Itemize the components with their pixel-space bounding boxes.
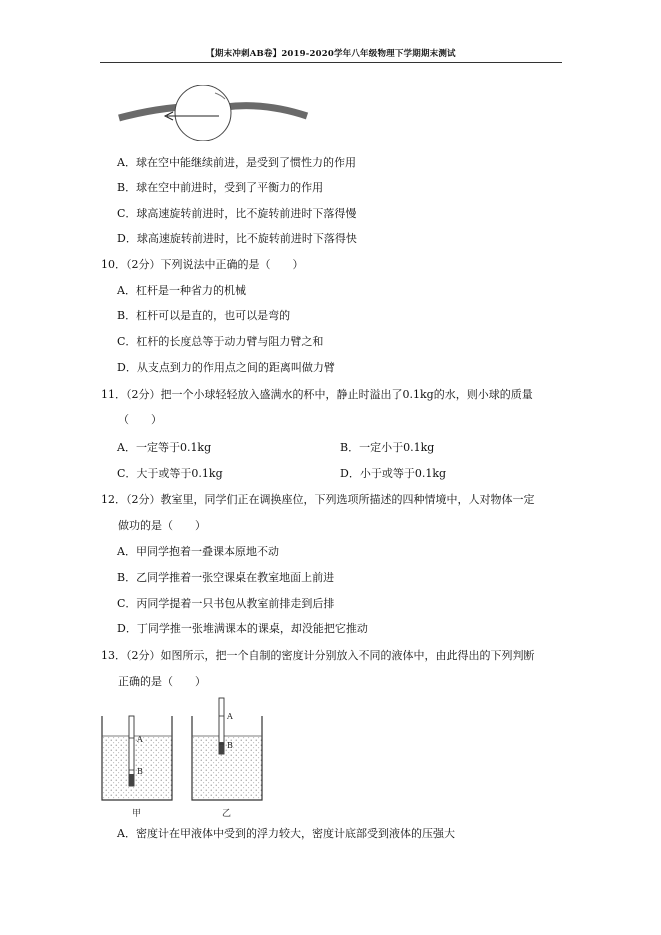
q9-option-b: B．球在空中前进时，受到了平衡力的作用 (117, 181, 324, 194)
q12-option-c: C．丙同学提着一只书包从教室前排走到后排 (117, 597, 335, 610)
q9-option-c: C．球高速旋转前进时，比不旋转前进时下落得慢 (117, 207, 357, 220)
q11-option-c: C．大于或等于0.1kg (117, 467, 223, 480)
spinning-ball-figure (115, 85, 315, 141)
q13-stem-line1: 13．（2分）如图所示，把一个自制的密度计分别放入不同的液体中，由此得出的下列判断 (101, 649, 535, 662)
mark-a-right: A (227, 712, 233, 721)
q10-stem: 10．（2分）下列说法中正确的是（ ） (101, 258, 304, 271)
q13-stem-line2: 正确的是（ ） (118, 675, 206, 688)
q12-stem-line2: 做功的是（ ） (118, 519, 206, 532)
q13-option-a: A．密度计在甲液体中受到的浮力较大，密度计底部受到液体的压强大 (117, 827, 455, 840)
q11-stem-line2: （ ） (118, 413, 162, 426)
q12-stem-line1: 12．（2分）教室里，同学们正在调换座位，下列选项所描述的四种情境中，人对物体一定 (101, 493, 535, 506)
mark-b-right: B (227, 741, 233, 750)
q10-option-d: D．从支点到力的作用点之间的距离叫做力臂 (117, 361, 335, 374)
q11-option-b: B．一定小于0.1kg (340, 441, 435, 454)
caption-left: 甲 (132, 809, 142, 819)
q10-option-b: B．杠杆可以是直的，也可以是弯的 (117, 309, 291, 322)
q12-option-a: A．甲同学抱着一叠课本原地不动 (117, 545, 279, 558)
q11-stem-line1: 11．（2分）把一个小球轻轻放入盛满水的杯中，静止时溢出了0.1kg的水，则小球的质量 (101, 388, 533, 401)
q12-option-d: D．丁同学推一张堆满课本的课桌，却没能把它推动 (117, 622, 368, 635)
q11-option-a: A．一定等于0.1kg (117, 441, 212, 454)
q10-option-a: A．杠杆是一种省力的机械 (117, 284, 246, 297)
q11-option-d: D．小于或等于0.1kg (340, 467, 447, 480)
header-divider (100, 62, 562, 63)
mark-b-left: B (137, 767, 143, 776)
q12-option-b: B．乙同学推着一张空课桌在教室地面上前进 (117, 571, 335, 584)
mark-a-left: A (137, 735, 143, 744)
caption-right: 乙 (222, 809, 232, 819)
q9-option-a: A．球在空中能继续前进，是受到了惯性力的作用 (117, 156, 356, 169)
density-meter-figure (100, 694, 270, 822)
page-header: 【期末冲刺AB卷】2019-2020学年八年级物理下学期期末测试 (206, 49, 456, 59)
q9-option-d: D．球高速旋转前进时，比不旋转前进时下落得快 (117, 232, 357, 245)
q10-option-c: C．杠杆的长度总等于动力臂与阻力臂之和 (117, 335, 324, 348)
